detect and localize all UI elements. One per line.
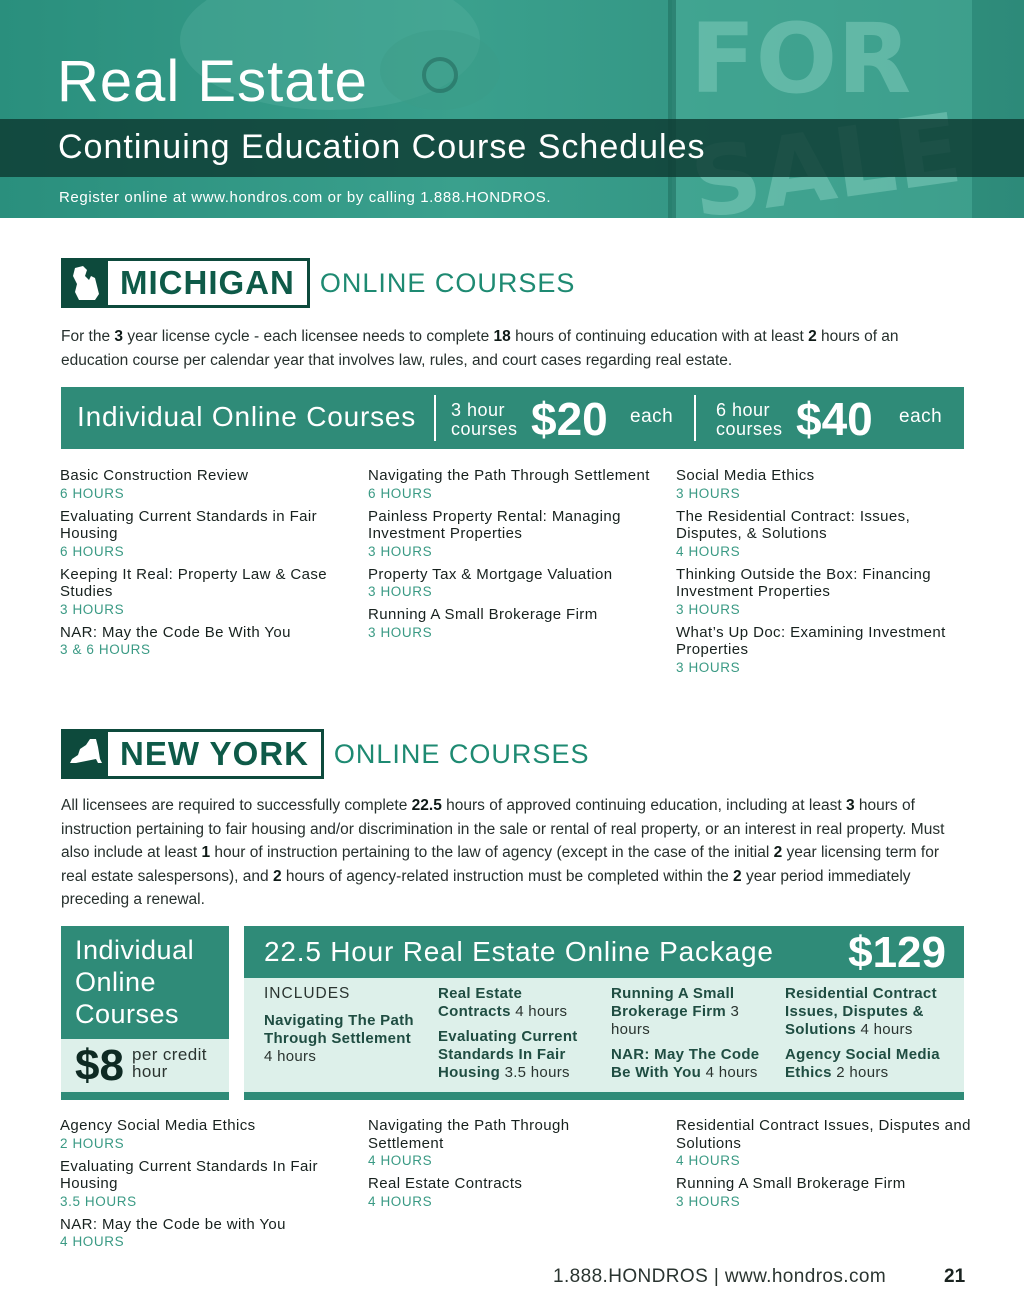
pricing-bar-title: Individual Online Courses <box>77 401 417 432</box>
course-item <box>368 1117 638 1169</box>
newyork-state-name: NEW YORK <box>120 735 309 772</box>
package-column-1 <box>264 985 424 1073</box>
package-column-2 <box>438 985 598 1089</box>
michigan-online-label: ONLINE COURSES <box>319 267 576 298</box>
footer-contact: 1.888.HONDROS | www.hondros.com <box>553 1266 887 1287</box>
sign-text-line1: FOR <box>690 3 912 115</box>
course-item <box>368 508 658 560</box>
opt2-price: $40 <box>796 393 873 445</box>
course-name: Painless Property Rental: Managing Investment Properties <box>368 507 621 542</box>
course-name: What’s Up Doc: Examining Investment Properties <box>676 623 946 658</box>
package-price: $129 <box>848 928 946 977</box>
course-name: Navigating the Path Through Settlement <box>368 467 650 484</box>
course-hours: 3 HOURS <box>368 543 433 559</box>
package-item: Real Estate Contracts 4 hours <box>438 985 568 1020</box>
course-name: Keeping It Real: Property Law & Case Studies <box>60 565 328 600</box>
michigan-course-column-3 <box>676 467 966 682</box>
opt1-price: $20 <box>531 393 608 445</box>
individual-price-unit: per credit hour <box>132 1045 207 1081</box>
course-name: Real Estate Contracts <box>368 1175 523 1192</box>
course-name: Evaluating Current Standards in Fair Housing <box>60 507 318 542</box>
package-item: Residential Contract Issues, Disputes & Solutions 4 hours <box>785 985 937 1038</box>
course-name: NAR: May the Code be with You <box>60 1215 286 1233</box>
course-hours: 3 & 6 HOURS <box>60 642 151 657</box>
page-number: 21 <box>944 1266 966 1287</box>
pricing-divider <box>434 395 436 441</box>
opt2-courses-label: courses <box>716 419 783 439</box>
michigan-intro: For the 3 year license cycle - each licensee needs to complete 18 hours of continuing education with at least 2 hours of an education course per calendar year that involves law, rules, and court cases regarding real estate. <box>61 328 899 369</box>
course-hours: 3 HOURS <box>676 659 741 675</box>
opt2-each: each <box>899 406 943 427</box>
course-hours: 3 HOURS <box>676 601 741 617</box>
individual-box-footer <box>61 1092 229 1100</box>
michigan-badge <box>61 258 310 308</box>
course-item <box>60 1158 320 1210</box>
course-item <box>60 508 355 560</box>
course-hours: 3 HOURS <box>676 1193 741 1209</box>
page-subtitle: Continuing Education Course Schedules <box>58 128 706 166</box>
course-item <box>676 1175 971 1210</box>
newyork-package-box <box>244 926 964 1100</box>
opt1-courses-label: courses <box>451 419 518 439</box>
course-item <box>676 508 966 560</box>
course-hours: 4 HOURS <box>368 1153 433 1168</box>
package-item: NAR: May The Code Be With You 4 hours <box>611 1046 760 1081</box>
course-name: Navigating the Path Through Settlement <box>368 1117 570 1152</box>
course-hours: 3 HOURS <box>60 601 125 617</box>
michigan-state-icon <box>64 261 108 305</box>
michigan-header <box>61 258 575 308</box>
individual-box-title: Individual Online Courses <box>75 935 195 1029</box>
course-name: Thinking Outside the Box: Financing Investment Properties <box>676 565 931 600</box>
course-item <box>368 467 658 502</box>
course-item <box>60 1216 320 1251</box>
course-hours: 4 HOURS <box>676 1153 741 1168</box>
course-name: Basic Construction Review <box>60 467 249 484</box>
package-includes-label: INCLUDES <box>264 985 351 1002</box>
michigan-course-column-2 <box>368 467 658 647</box>
package-title: 22.5 Hour Real Estate Online Package <box>264 936 774 967</box>
newyork-state-icon <box>64 732 108 776</box>
course-item <box>60 566 355 618</box>
package-column-3 <box>611 985 771 1089</box>
course-item <box>368 1175 638 1210</box>
newyork-course-column-1 <box>60 1117 320 1256</box>
course-item <box>60 1117 320 1152</box>
course-hours: 4 HOURS <box>60 1234 125 1249</box>
package-footer <box>244 1092 964 1100</box>
course-item <box>676 1117 971 1169</box>
package-item: Running A Small Brokerage Firm 3 hours <box>611 985 740 1038</box>
course-item <box>368 606 658 641</box>
course-name: Property Tax & Mortgage Valuation <box>368 565 613 583</box>
course-name: Evaluating Current Standards In Fair Housing <box>60 1157 318 1192</box>
package-item: Agency Social Media Ethics 2 hours <box>785 1046 940 1081</box>
course-hours: 4 HOURS <box>368 1193 433 1209</box>
newyork-individual-box <box>61 926 229 1100</box>
course-item <box>60 467 355 502</box>
course-item <box>676 566 966 618</box>
opt1-hours-label: 3 hour <box>451 400 506 420</box>
course-name: NAR: May the Code Be With You <box>60 623 291 641</box>
registration-note: Register online at www.hondros.com or by calling 1.888.HONDROS. <box>59 189 552 206</box>
package-column-4 <box>785 985 945 1089</box>
page-title: Real Estate <box>57 49 368 114</box>
individual-price: $8 <box>75 1041 124 1090</box>
newyork-course-column-3 <box>676 1117 971 1216</box>
michigan-state-name: MICHIGAN <box>120 264 295 301</box>
course-item <box>676 467 966 502</box>
course-hours: 6 HOURS <box>368 485 433 501</box>
newyork-online-label: ONLINE COURSES <box>333 738 590 769</box>
package-item: Evaluating Current Standards In Fair Housing 3.5 hours <box>438 1028 578 1081</box>
course-item <box>60 624 355 659</box>
course-name: Agency Social Media Ethics <box>60 1117 256 1134</box>
course-item <box>368 566 658 601</box>
course-hours: 6 HOURS <box>60 485 125 501</box>
course-hours: 3 HOURS <box>368 624 433 640</box>
newyork-intro: All licensees are required to successfully complete 22.5 hours of approved continuing education, including at least 3 hours of instruction pertaining to fair housing and/or discrimination in the sale or rental of real property, or an interest in real property. Must also include at least 1 hour of instruction pertaining to the law of agency (except in the case of the initial 2 year licensing term for real estate salespersons), and 2 hours of agency-related instruction must be completed within the 2 year period immediately preceding a renewal. <box>61 797 945 908</box>
newyork-badge <box>61 729 324 779</box>
course-hours: 3.5 HOURS <box>60 1193 137 1209</box>
opt1-each: each <box>630 406 674 427</box>
course-hours: 3 HOURS <box>676 485 741 501</box>
hero-banner <box>0 0 1024 218</box>
course-name: Running A Small Brokerage Firm <box>676 1175 906 1192</box>
michigan-course-column-1 <box>60 467 355 664</box>
package-item: Navigating The Path Through Settlement 4 hours <box>264 1012 414 1065</box>
michigan-pricing-bar <box>61 387 964 449</box>
course-hours: 2 HOURS <box>60 1135 125 1151</box>
pricing-divider <box>694 395 696 441</box>
course-name: Running A Small Brokerage Firm <box>368 606 598 623</box>
course-name: The Residential Contract: Issues, Disputes, & Solutions <box>676 507 911 542</box>
newyork-header <box>61 729 589 779</box>
course-hours: 3 HOURS <box>368 584 433 599</box>
course-hours: 4 HOURS <box>676 543 741 559</box>
course-hours: 6 HOURS <box>60 543 125 559</box>
newyork-course-column-2 <box>368 1117 638 1216</box>
course-name: Social Media Ethics <box>676 467 815 484</box>
course-name: Residential Contract Issues, Disputes and Solutions <box>676 1117 971 1152</box>
opt2-hours-label: 6 hour <box>716 400 771 420</box>
course-item <box>676 624 966 676</box>
